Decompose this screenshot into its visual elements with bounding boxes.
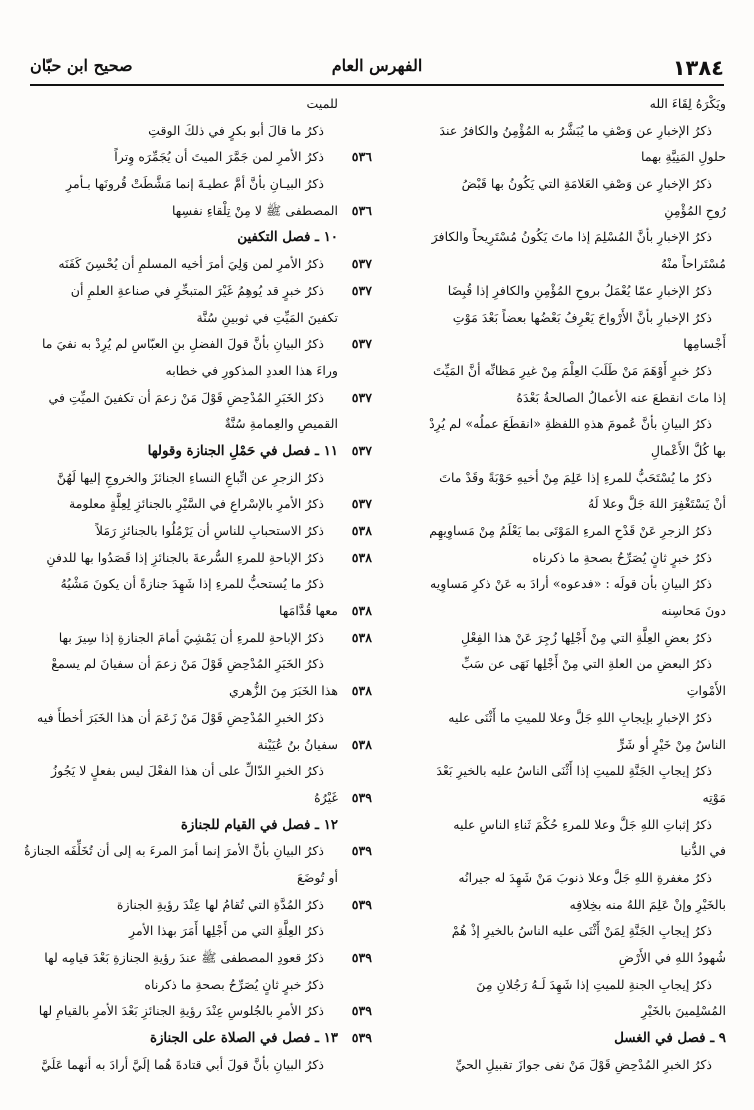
index-entry-line [351, 198, 726, 225]
index-entry-line [20, 411, 338, 438]
page-reference [0, 118, 8, 145]
entry-text: ذكرُ الإباحةِ للمرءِ أن يَمْشِيَ أمامَ الجنازةِ إذا سِيرَ بها [58, 629, 324, 645]
entry-text: شُهودُ اللهِ في الأَرْضِ [618, 950, 726, 965]
index-entry-line [20, 91, 338, 118]
entry-text: بالخَيْرِ وإنْ عَلِمَ اللهُ منه بخِلافِه [569, 896, 726, 912]
entry-text: ذكرُ ما يُسْتَحَبُّ للمرءِ إذا عَلِمَ مِنْ أخيهِ حَوْبَةً وقَدْ ماتَ [439, 469, 712, 485]
entry-text: هذا الخَبَرَ مِنَ الزُّهري [228, 683, 338, 699]
entry-text: ذكرُ إثباتِ اللهِ جَلَّ وعلا للمرءِ حُكْمَ ثَناءِ الناسِ عليه [453, 816, 712, 832]
index-column-right [351, 91, 726, 1078]
index-entry-line [380, 224, 726, 251]
index-entry-line [20, 171, 338, 198]
entry-text: ذكرُ الإباحةِ للمرءِ السُّرعةَ بالجنائزِ إذا قَصَدُوا بها للدفنِ [46, 549, 324, 565]
index-entry-line [20, 331, 338, 358]
page-reference: ٥٣٧ [351, 496, 372, 512]
index-entry-line [351, 998, 726, 1025]
entry-text: ذكرُ الاستحبابِ للناسِ أن يَرْمُلُوا بالجنائزِ رَمَلاً [95, 523, 324, 538]
index-entry-line [351, 785, 726, 812]
index-entry-line [351, 945, 726, 972]
page-reference: ٥٣٨ [351, 629, 372, 645]
index-entry-line [20, 678, 338, 705]
entry-text: ذكرُ مغفرةِ اللهِ جَلَّ وعلا ذنوبَ مَنْ شَهِدَ له جيرانُه [458, 869, 712, 885]
entry-text: ١١ ـ فصل في حَمْلِ الجنازة وقولها [147, 442, 338, 459]
index-entry-line [20, 651, 338, 678]
index-entry-line [380, 465, 726, 492]
page-reference [0, 1052, 8, 1079]
entry-text: ذكرُ خبرٍ ثانٍ يُصَرِّحُ بصحةِ ما ذكرناه [532, 549, 712, 565]
entry-text: بها كُلَّ الأَعْمالِ [650, 442, 726, 458]
index-entry-line [20, 865, 338, 892]
entry-text: ذكرُ الخبرِ الدّالِّ على أن هذا الفعْلَ ليس بفعلٍ لا يَجُوزُ [51, 763, 324, 779]
entry-text: ويَكْرَهُ لِقَاءَ الله [649, 96, 726, 111]
page-reference [0, 1025, 8, 1052]
index-entry-line [351, 545, 726, 572]
entry-text: ذكرُ إيجابِ الجَنَّةِ للميتِ إذا أَثْنَى الناسُ عليه بالخيرِ بَعْدَ [436, 763, 712, 779]
index-entry-line [20, 465, 338, 492]
index-entry-line [351, 491, 726, 518]
entry-text: رُوحِ المُؤْمِنِ [664, 202, 726, 218]
page-reference [0, 305, 8, 332]
page-number: ١٣٨٤ [672, 56, 724, 80]
page-reference [0, 892, 8, 919]
index-entry-line [20, 305, 338, 332]
page-reference [0, 732, 8, 759]
entry-text: ذكرُ البيـانِ بأنَّ أمَّ عطيـةَ إنما مَشَّطَتْ قُرونَها بـأمرِ [66, 176, 324, 192]
page-reference: ٥٣٩ [351, 950, 372, 965]
entry-text: ١٣ ـ فصل في الصلاة على الجنازة [149, 1030, 338, 1047]
page-reference: ٥٣٩ [351, 1003, 372, 1019]
index-entry-line [351, 331, 726, 358]
page-reference [0, 358, 8, 385]
index-entry-line [20, 278, 338, 305]
entry-text: أنْ يَسْتَغْفِرَ اللهَ جَلَّ وعلا لَهُ [588, 496, 726, 512]
index-entry-line [380, 705, 726, 732]
index-entry-line [20, 625, 338, 652]
entry-text: ذكرُ الإخبارِ عن وَصْفِ ما يُبَشَّرُ به المُؤْمِنُ والكافرُ عندَ [439, 122, 712, 138]
entry-text: ذكرُ العِلَّةِ التي من أَجْلِها أَمَرَ بهذا الأمرِ [129, 923, 324, 939]
page-reference [0, 785, 8, 812]
entry-text: ذكرُ البيانِ بأنَّ الأمرَ إنما أمرَ المرءَ به إلى أن تُخَلِّفَه الجنازةُ [24, 843, 324, 859]
index-entry-line [20, 972, 338, 999]
page-reference: ٥٣٨ [351, 523, 372, 538]
index-entry-line [20, 945, 338, 972]
entry-text: ذكرُ الخبرِ المُدْحِضِ قَوْلَ مَنْ نفى جوازَ تقبيلِ الحيِّ [455, 1056, 712, 1072]
section-heading [20, 812, 338, 839]
entry-text: غَيْرُهُ [314, 789, 338, 805]
entry-text: ٩ ـ فصل في الغسل [614, 1030, 726, 1047]
entry-text: ذكرُ البيانِ بأن قولَه : «فدعوه» أرادَ به عَنْ ذكرِ مَساوِيه [430, 576, 712, 592]
entry-text: أَجْسامِها [683, 336, 726, 352]
entry-text: ذكرُ خبرٍ ثانٍ يُصَرِّحُ بصحةِ ما ذكرناه [144, 976, 324, 992]
page-reference: ٥٣٧ [351, 256, 372, 272]
index-entry-line [380, 1052, 726, 1079]
index-entry-line [20, 732, 338, 759]
entry-text: ١٢ ـ فصل في القيام للجنازة [180, 816, 338, 833]
entry-text: ذكرُ البعضِ من العلةِ التي مِنْ أَجْلِها نَهَى عن سَبِّ [461, 656, 712, 672]
index-entry-line [351, 385, 726, 412]
entry-text: ذكرُ الإخبارِ بإيجابِ اللهِ جَلَّ وعلا للميتِ ما أَثْنَى عليه [448, 709, 712, 725]
index-entry-line [351, 144, 726, 171]
index-entry-line [380, 812, 726, 839]
entry-text: تكفينَ المَيِّتِ في ثوبينِ سُنَّة [196, 309, 338, 325]
index-entry-line [20, 785, 338, 812]
entry-text: مَوْتِه [702, 789, 726, 805]
index-entry-line [380, 651, 726, 678]
page-reference: ٥٣٧ [351, 442, 372, 458]
index-entry-line [380, 171, 726, 198]
entry-text: سفيانُ بنُ عُيَيْنة [257, 736, 338, 752]
entry-text: ذكرُ الإخبارِ عن وَصْفِ العَلامَةِ التي يَكُونُ بها قَبْضُ [461, 176, 712, 192]
page-reference [0, 518, 8, 545]
entry-text: ذكرُ إيجابِ الجَنَّةِ لِمَنْ أَثْنَى عليه الناسُ بالخيرِ إذْ هُمْ [451, 923, 712, 939]
page-reference: ٥٣٩ [351, 843, 372, 859]
index-entry-line [20, 198, 338, 225]
entry-text: إذا ماتَ انقطعَ عنه الأعمالُ الصالحةُ بَعْدَهُ [516, 389, 726, 405]
page-reference: ٥٣٧ [351, 389, 372, 405]
index-entry-line [20, 838, 338, 865]
index-entry-line [20, 491, 338, 518]
page-reference [0, 251, 8, 278]
index-entry-line [20, 545, 338, 572]
entry-text: ذكرُ البيانِ بأنَّ قولَ أبي قتادةَ هُما إلَيَّ أرادَ به أنهما عَلَيَّ [41, 1056, 324, 1072]
entry-text: ١٠ ـ فصل التكفين [237, 229, 338, 246]
running-title: الفهرس العام [331, 56, 423, 75]
section-heading [351, 1025, 726, 1052]
page-reference [0, 598, 8, 625]
section-heading [20, 224, 338, 251]
entry-text: دونَ مَحاسِنه [661, 603, 726, 619]
index-entry-line [20, 251, 338, 278]
entry-text: ذكرُ الإخبارِ عمّا يُعْمَلُ بروحِ المُؤْمِنِ والكافرِ إذا قُبِضَا [447, 282, 712, 298]
section-heading [20, 438, 338, 465]
entry-text: ذكرُ بعضِ العِلَّةِ التي مِنْ أَجْلِها زُجِرَ عَنْ هذا الفِعْلِ [461, 629, 712, 645]
section-heading [20, 1025, 338, 1052]
page-reference [0, 625, 8, 652]
index-entry-line [351, 251, 726, 278]
entry-text: أو تُوضَعَ [297, 869, 338, 885]
index-entry-line [20, 385, 338, 412]
page-reference: ٥٣٧ [351, 282, 372, 298]
index-entry-line [20, 571, 338, 598]
index-entry-line [20, 518, 338, 545]
page-reference [0, 224, 8, 251]
entry-text: ذكرُ الخَبَرِ المُدْحِضِ قَوْلَ مَنْ زعمَ أن تكفينَ الميِّتِ في [48, 389, 324, 405]
page-reference [0, 812, 8, 839]
entry-text: مُسْتَراحاً منْهُ [660, 256, 726, 272]
entry-text: ذكرُ خبرٍ قد يُوهِمُ غَيْرَ المتبحِّرِ في صناعةِ العلمِ أن [70, 282, 324, 298]
page-reference [0, 465, 8, 492]
index-entry-line [20, 118, 338, 145]
entry-text: ذكرُ الأمرِ بالإسْراعِ في السَّيْرِ بالجنائزِ لِعِلَّةٍ معلومة [68, 496, 324, 512]
index-entry-line [20, 144, 338, 171]
entry-text: ذكرُ الزجرِ عن اتِّباعِ النساءِ الجنائزَ والخروجِ إليها لَهُنَّ [56, 469, 324, 485]
page-reference: ٥٣٩ [351, 896, 372, 912]
index-entry-line [20, 1052, 338, 1079]
index-entry-line [20, 892, 338, 919]
page-reference [0, 438, 8, 465]
entry-text: الأَمْواتِ [686, 683, 726, 699]
header-rule [30, 84, 724, 86]
page-reference: ٥٣٦ [351, 202, 372, 218]
entry-text: المُسْلِمينَ بالخَيْرِ [641, 1003, 726, 1019]
index-entry-line [351, 838, 726, 865]
index-entry-line [20, 918, 338, 945]
index-entry-line [351, 892, 726, 919]
page-reference [0, 945, 8, 972]
index-entry-line [20, 705, 338, 732]
index-entry-line [380, 972, 726, 999]
entry-text: ذكرُ الإخبارِ بأنَّ المُسْلِمَ إذا ماتَ يَكُونُ مُسْتَرِيحاً والكافرَ [431, 229, 712, 245]
entry-text: ذكرُ الأمرِ لمن جَمَّرَ الميتَ أن يُجَمِّرَه وِتراً [114, 149, 324, 165]
page-reference [0, 865, 8, 892]
entry-text: ذكرُ الخَبَرِ المُدْحِضِ قَوْلَ مَنْ زعمَ أن سفيانَ لم يسمعْ [51, 656, 324, 672]
entry-text: للميت [306, 96, 338, 111]
index-entry-line [380, 918, 726, 945]
entry-text: ذكرُ الزجرِ عَنْ قَدْحِ المرءِ المَوْتَى بما يَعْلَمُ مِنْ مَساوِيهِم [429, 523, 712, 538]
page-reference [0, 198, 8, 225]
page-reference [0, 91, 8, 118]
index-entry-line [351, 278, 726, 305]
entry-text: ذكرُ خبرٍ أَوْهَمَ مَنْ طَلَبَ العِلْمَ مِنْ غيرِ مَظانِّه أنَّ المَيِّتَ [433, 362, 712, 378]
index-entry-line [380, 305, 726, 332]
entry-text: ذكرُ إيجابِ الجنةِ للميتِ إذا شَهِدَ لَـهُ رَجُلانِ مِنَ [476, 976, 712, 992]
index-entry-line [351, 732, 726, 759]
entry-text: ذكرُ الخبرِ المُدْحِضِ قَوْلَ مَنْ زَعَمَ أن هذا الخَبَرَ أخطأَ فيه [37, 709, 324, 725]
page-reference: ٥٣٩ [351, 789, 372, 805]
index-entry-line [380, 758, 726, 785]
entry-text: الناسُ مِنْ خَيْرٍ أو شَرٍّ [617, 736, 726, 752]
entry-text: حلولِ المَنِيَّةِ بهما [640, 149, 726, 165]
index-column-left [20, 91, 338, 1078]
entry-text: ذكرُ البيانِ بأنَّ عُمومَ هذهِ اللفظةِ «انقطَعَ عملُه» لم يُرِدْ [429, 416, 712, 432]
page-header [30, 56, 724, 82]
entry-text: ذكرُ قعودِ المصطفى ﷺ عندَ رؤيةِ الجنازةِ بَعْدَ قيامِه لها [44, 950, 324, 965]
entry-text: ذكرُ البيانِ بأنَّ قولَ الفضلِ بنِ العبّاسِ لم يُرِدْ به نفيَ ما [41, 336, 324, 352]
page-reference [0, 144, 8, 171]
page-reference: ٥٣٩ [351, 1030, 372, 1046]
entry-text: ذكرُ الأمرِ بالجُلوسِ عِنْدَ رؤيةِ الجنائزِ بَعْدَ الأمرِ بالقيامِ لها [38, 1003, 324, 1019]
entry-text: المصطفى ﷺ لا مِنْ تِلْقاءِ نفسِها [171, 202, 338, 218]
page-reference: ٥٣٧ [351, 336, 372, 352]
page-reference [0, 491, 8, 518]
index-entry-line [351, 518, 726, 545]
entry-text: ذكرُ الأمرِ لمن وَلِيَ أمرَ أخيه المسلمِ أن يُحْسِنَ كَفَنَه [58, 256, 324, 272]
entry-text: ذكرُ ما قالَ أبو بكرٍ في ذلكَ الوقتِ [148, 122, 324, 138]
index-entry-line [351, 625, 726, 652]
page-reference: ٥٣٨ [351, 683, 372, 699]
index-entry-line [20, 358, 338, 385]
entry-text: ذكرُ المُدَّةِ التي تُقامُ لها عِنْدَ رؤيةِ الجنازة [116, 896, 324, 912]
page-reference: ٥٣٦ [351, 149, 372, 165]
index-entry-line [351, 438, 726, 465]
page-reference: ٥٣٨ [351, 549, 372, 565]
page-reference [0, 545, 8, 572]
entry-text: ذكرُ الإخبارِ بأنَّ الأَرْواحَ يَعْرِفُ بَعْضُها بعضاً بَعْدَ مَوْتِ [452, 309, 712, 325]
page-reference [0, 411, 8, 438]
book-title: صحيح ابن حبّان [30, 56, 133, 75]
page-reference: ٥٣٨ [351, 736, 372, 752]
entry-text: في الدُّنيا [680, 843, 726, 859]
index-entry-line [20, 598, 338, 625]
index-entry-line [380, 571, 726, 598]
entry-text: ذكرُ ما يُستحبُّ للمرءِ إذا شَهِدَ جنازةً أن يكونَ مَشْيُهُ [60, 576, 324, 592]
page-reference: ٥٣٨ [351, 603, 372, 619]
entry-text: القميصِ والعِمامةِ سُنَّةٌ [224, 416, 338, 432]
index-entry-line [351, 678, 726, 705]
entry-text: معها قُدَّامَها [279, 603, 338, 619]
index-entry-line [20, 998, 338, 1025]
index-entry-line [20, 758, 338, 785]
entry-text: وراءَ هذا العددِ المذكورِ في خطابه [165, 362, 338, 378]
index-entry-line [380, 118, 726, 145]
index-entry-line [380, 865, 726, 892]
page-reference [0, 918, 8, 945]
page-reference [0, 678, 8, 705]
index-entry-line [380, 411, 726, 438]
index-entry-line [351, 598, 726, 625]
page-reference [0, 972, 8, 999]
page-reference [0, 998, 8, 1025]
index-entry-line [380, 91, 726, 118]
index-entry-line [380, 358, 726, 385]
